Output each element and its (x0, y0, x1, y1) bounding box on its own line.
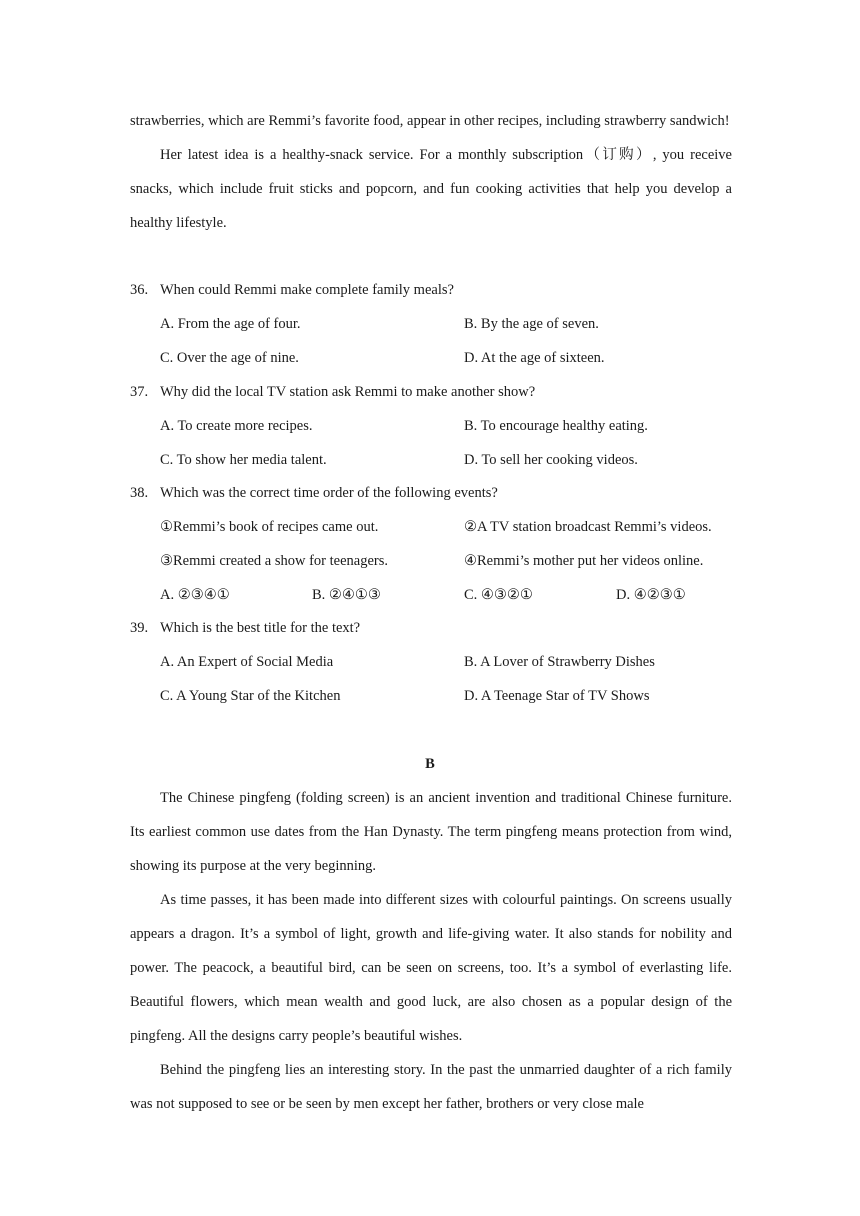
question-stem: Which was the correct time order of the following events? (160, 485, 498, 501)
option-d: D. A Teenage Star of TV Shows (464, 688, 650, 704)
question-stem: Why did the local TV station ask Remmi to make another show? (160, 384, 536, 400)
option-a: A. To create more recipes. (160, 418, 313, 434)
option-c: C. A Young Star of the Kitchen (160, 688, 341, 704)
question-number: 37. (130, 384, 149, 400)
option-b: B. A Lover of Strawberry Dishes (464, 654, 655, 670)
event-3: ③Remmi created a show for teenagers. (160, 553, 388, 569)
question-37 (130, 375, 732, 409)
event-4: ④Remmi’s mother put her videos online. (464, 553, 704, 569)
option-d: D. To sell her cooking videos. (464, 452, 638, 468)
option-b: B. By the age of seven. (464, 316, 599, 332)
question-stem: When could Remmi make complete family meals? (160, 282, 454, 298)
paragraph: The Chinese pingfeng (folding screen) is an ancient invention and traditional Chinese furniture. Its earliest common use dates from the Han Dynasty. The term pingfeng means protection from wind, showing its purpose at the very beginning. (130, 790, 732, 874)
question-36 (130, 273, 732, 307)
option-b: B. To encourage healthy eating. (464, 418, 648, 434)
option-c: C. ④③②① (464, 587, 533, 603)
section-heading: B (425, 756, 435, 772)
event-1: ①Remmi’s book of recipes came out. (160, 519, 379, 535)
option-a: A. An Expert of Social Media (160, 654, 334, 670)
paragraph: Behind the pingfeng lies an interesting story. In the past the unmarried daughter of a rich family was not supposed to see or be seen by men except her father, brothers or very close male (130, 1062, 732, 1112)
question-39 (130, 611, 732, 645)
passage-b (130, 781, 732, 1121)
event-2: ②A TV station broadcast Remmi’s videos. (464, 519, 712, 535)
passage-a-tail (130, 104, 732, 240)
paragraph: Her latest idea is a healthy-snack service. For a monthly subscription（订购）, you receive snacks, which include fruit sticks and popcorn, and fun cooking activities that help you develop a healthy lifestyle. (130, 147, 732, 231)
option-c: C. To show her media talent. (160, 452, 327, 468)
paragraph: As time passes, it has been made into different sizes with colourful paintings. On screens usually appears a dragon. It’s a symbol of light, growth and life-giving water. It also stands for nobility and power. The peacock, a beautiful bird, can be seen on screens, too. It’s a symbol of everlasting life. Beautiful flowers, which mean wealth and good luck, are also chosen as a popular design of the pingfeng. All the designs carry people’s beautiful wishes. (130, 892, 732, 1044)
option-d: D. ④②③① (616, 587, 686, 603)
question-number: 39. (130, 620, 149, 636)
question-stem: Which is the best title for the text? (160, 620, 361, 636)
option-b: B. ②④①③ (312, 587, 381, 603)
question-38 (130, 476, 732, 510)
question-number: 36. (130, 282, 149, 298)
option-c: C. Over the age of nine. (160, 350, 299, 366)
option-a: A. From the age of four. (160, 316, 301, 332)
option-a: A. ②③④① (160, 587, 230, 603)
paragraph: strawberries, which are Remmi’s favorite food, appear in other recipes, including strawberry sandwich! (130, 113, 730, 129)
question-number: 38. (130, 485, 149, 501)
option-d: D. At the age of sixteen. (464, 350, 605, 366)
